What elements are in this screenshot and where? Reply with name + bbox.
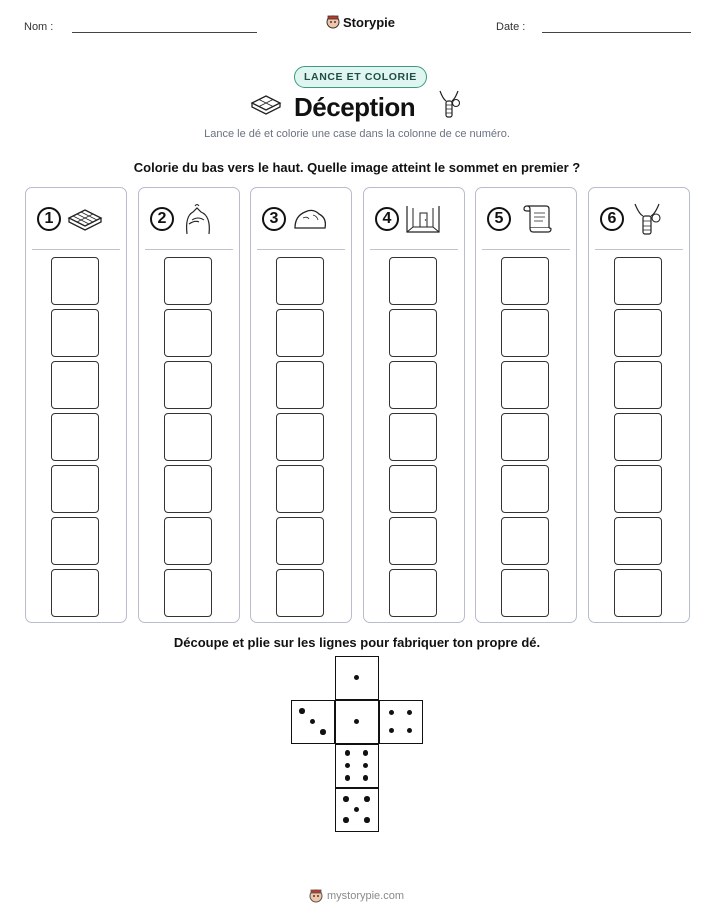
color-box[interactable] — [51, 569, 99, 617]
color-box[interactable] — [614, 413, 662, 461]
storypie-mascot-icon — [309, 888, 323, 904]
dice-face-1 — [335, 700, 379, 744]
color-box[interactable] — [164, 309, 212, 357]
column-number: 3 — [262, 207, 286, 231]
footer — [309, 888, 404, 904]
chest-pain-icon — [179, 202, 217, 236]
color-box[interactable] — [501, 309, 549, 357]
color-box[interactable] — [276, 257, 324, 305]
dice-pip — [389, 728, 395, 734]
dice-pip — [320, 729, 326, 735]
dice-face-6 — [335, 744, 379, 788]
dice-face-1 — [335, 656, 379, 700]
color-box[interactable] — [614, 517, 662, 565]
page-title: Déception — [294, 92, 416, 122]
color-box[interactable] — [276, 361, 324, 409]
footer-url: mystorypie.com — [327, 890, 405, 902]
dice-face-4 — [379, 700, 423, 744]
dice-pip — [343, 796, 349, 802]
color-box[interactable] — [501, 257, 549, 305]
column-divider — [482, 249, 570, 250]
color-box[interactable] — [614, 569, 662, 617]
dice-pip — [363, 775, 369, 781]
dice-pip — [354, 675, 360, 681]
dice-face-3 — [291, 700, 335, 744]
color-box[interactable] — [51, 309, 99, 357]
storypie-logo — [326, 14, 395, 30]
color-box[interactable] — [164, 257, 212, 305]
dice-pip — [364, 796, 370, 802]
color-box[interactable] — [51, 517, 99, 565]
color-box[interactable] — [389, 413, 437, 461]
color-box[interactable] — [164, 413, 212, 461]
dice-pip — [407, 728, 413, 734]
dice-pip — [389, 710, 395, 716]
color-box[interactable] — [389, 517, 437, 565]
color-box[interactable] — [389, 309, 437, 357]
color-box[interactable] — [389, 361, 437, 409]
dice-pip — [364, 817, 370, 823]
color-box[interactable] — [276, 309, 324, 357]
color-box[interactable] — [276, 413, 324, 461]
color-box[interactable] — [51, 465, 99, 513]
date-label: Date : — [496, 21, 526, 33]
dice-instruction: Découpe et plie sur les lignes pour fabriquer ton propre dé. — [173, 635, 541, 650]
dice-pip — [407, 710, 413, 716]
column-divider — [370, 249, 458, 250]
dice-pip — [354, 719, 360, 725]
dice-pip — [345, 763, 351, 769]
color-box[interactable] — [389, 257, 437, 305]
color-box[interactable] — [51, 257, 99, 305]
column-number: 2 — [150, 207, 174, 231]
color-box[interactable] — [501, 569, 549, 617]
dice-pip — [310, 719, 316, 725]
column-2 — [138, 187, 240, 623]
color-box[interactable] — [501, 517, 549, 565]
instruction: Colorie du bas vers le haut. Quelle image atteint le sommet en premier ? — [133, 160, 581, 175]
lump-in-throat-icon — [434, 89, 464, 121]
dice-pip — [354, 807, 360, 813]
color-box[interactable] — [501, 465, 549, 513]
dice-pip — [363, 750, 369, 756]
color-box[interactable] — [164, 569, 212, 617]
color-box[interactable] — [501, 361, 549, 409]
blanket-icon — [66, 202, 104, 236]
color-box[interactable] — [389, 465, 437, 513]
color-box[interactable] — [614, 361, 662, 409]
color-box[interactable] — [276, 517, 324, 565]
lump-in-throat-icon — [629, 202, 667, 236]
storypie-mascot-icon — [326, 14, 340, 30]
column-4 — [363, 187, 465, 623]
color-box[interactable] — [51, 361, 99, 409]
dice-face-5 — [335, 788, 379, 832]
column-6 — [588, 187, 690, 623]
dice-pip — [345, 775, 351, 781]
column-number: 6 — [600, 207, 624, 231]
dice-pip — [363, 763, 369, 769]
brand-name: Storypie — [343, 14, 396, 30]
color-box[interactable] — [389, 569, 437, 617]
color-box[interactable] — [51, 413, 99, 461]
name-line — [72, 32, 257, 33]
column-number: 1 — [37, 207, 61, 231]
scroll-icon — [516, 202, 554, 236]
blanket-icon — [249, 93, 283, 117]
dice-pip — [299, 708, 305, 714]
color-box[interactable] — [276, 465, 324, 513]
dice-pip — [345, 750, 351, 756]
color-box[interactable] — [614, 257, 662, 305]
column-divider — [257, 249, 345, 250]
column-3 — [250, 187, 352, 623]
color-box[interactable] — [164, 361, 212, 409]
color-box[interactable] — [276, 569, 324, 617]
color-box[interactable] — [614, 309, 662, 357]
column-number: 4 — [375, 207, 399, 231]
column-number: 5 — [487, 207, 511, 231]
activity-badge: LANCE ET COLORIE — [294, 66, 427, 88]
column-1 — [25, 187, 127, 623]
date-line — [542, 32, 691, 33]
color-box[interactable] — [164, 517, 212, 565]
column-5 — [475, 187, 577, 623]
dice-pip — [343, 817, 349, 823]
column-divider — [595, 249, 683, 250]
name-label: Nom : — [24, 21, 54, 33]
empty-room-icon — [404, 202, 442, 236]
column-divider — [145, 249, 233, 250]
column-divider — [32, 249, 120, 250]
rock-icon — [291, 202, 329, 236]
color-box[interactable] — [614, 465, 662, 513]
color-box[interactable] — [164, 465, 212, 513]
color-box[interactable] — [501, 413, 549, 461]
subtitle: Lance le dé et colorie une case dans la colonne de ce numéro. — [204, 128, 510, 140]
